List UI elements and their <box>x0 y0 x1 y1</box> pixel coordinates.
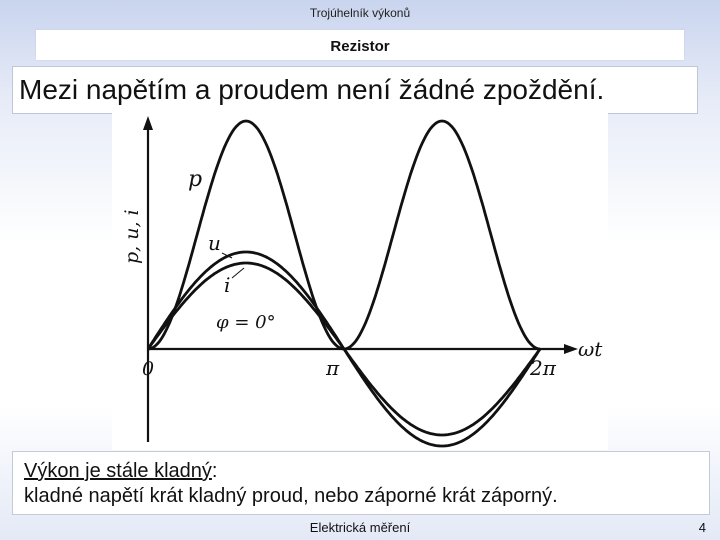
slide-headline: Mezi napětím a proudem není žádné zpoždění. <box>19 74 605 105</box>
x-axis-label: ωt <box>578 337 603 361</box>
page-number: 4 <box>698 520 706 535</box>
y-axis-label: p, u, i <box>121 209 143 264</box>
y-axis-arrow <box>143 116 153 130</box>
curve-label-p: p <box>188 167 203 192</box>
phase-label: φ = 0° <box>216 312 276 333</box>
x-axis-arrow <box>564 344 578 354</box>
waveform-diagram <box>112 112 608 450</box>
caption-text <box>24 459 558 509</box>
footer-text: Elektrická měření <box>309 520 411 535</box>
pi-tick-label: π <box>326 356 340 380</box>
origin-label: 0 <box>142 358 155 380</box>
waveform-svg <box>112 112 608 450</box>
two-pi-tick-label: 2π <box>530 356 556 380</box>
curve-label-u: u <box>208 231 221 255</box>
headline-box <box>12 66 698 114</box>
slide-top-title: Trojúhelník výkonů <box>309 6 411 20</box>
power-curve-p <box>148 121 540 349</box>
caption-box <box>12 451 710 515</box>
caption-emphasis: Výkon je stále kladný <box>24 460 212 482</box>
curve-label-i: i <box>224 273 231 297</box>
caption-colon: : <box>211 460 218 482</box>
caption-line2: kladné napětí krát kladný proud, nebo záporné krát záporný. <box>24 485 558 507</box>
slide-subtitle: Rezistor <box>330 38 390 55</box>
i-leader-line <box>232 268 244 278</box>
subtitle-box <box>36 30 684 60</box>
